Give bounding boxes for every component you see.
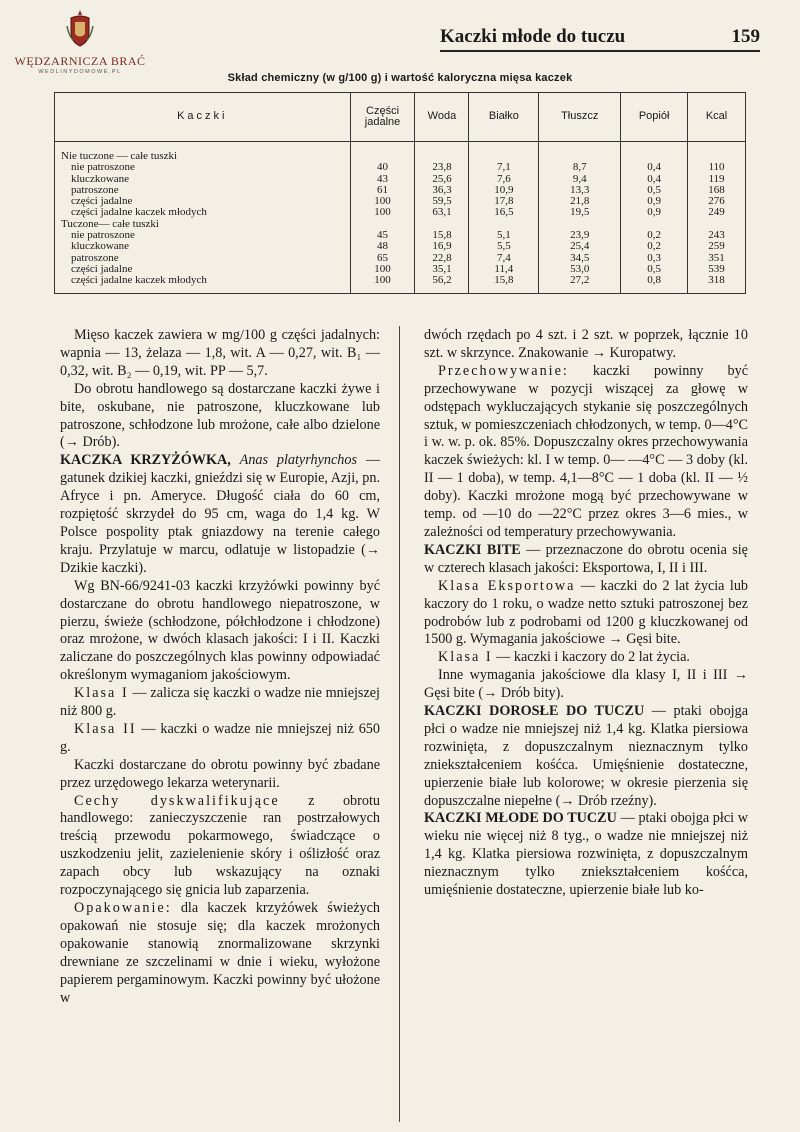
table-cell: 0,9 [621, 196, 688, 207]
table-cell: 23,8 [415, 162, 469, 173]
paragraph-klasa-2 [60, 721, 380, 757]
table-cell: 27,2 [539, 275, 621, 293]
table-cell [415, 142, 469, 163]
term-label: Klasa II [74, 720, 137, 737]
table-cell: 56,2 [415, 275, 469, 293]
row-label: Nie tuczone — całe tuszki [55, 142, 351, 163]
table-cell: 243 [688, 230, 746, 241]
table-cell: 15,8 [469, 275, 539, 293]
table-cell: 17,8 [469, 196, 539, 207]
paragraph-opakowanie [60, 900, 380, 1007]
paragraph-klasa-1 [424, 649, 748, 667]
term-label: Klasa I [438, 649, 493, 666]
row-label: części jadalne kaczek młodych [55, 207, 351, 218]
column-header: Części jadalne [350, 93, 415, 142]
entry-text: — przeznaczone do obrotu ocenia się w czterech klasach jakości: Eksportowa, I, II i III. [424, 541, 748, 576]
column-header: Kaczki [55, 93, 351, 142]
table-cell: 40 [350, 162, 415, 173]
running-header [440, 26, 760, 52]
entry-title: KACZKI MŁODE DO TUCZU [424, 810, 617, 827]
table-cell: 65 [350, 253, 415, 264]
table-cell: 25,6 [415, 174, 469, 185]
table-cell: 7,1 [469, 162, 539, 173]
table-row [55, 253, 746, 264]
row-label: części jadalne kaczek młodych [55, 275, 351, 293]
table-cell: 19,5 [539, 207, 621, 218]
table-row [55, 219, 746, 230]
term-label: Cechy dyskwalifikujące [74, 792, 280, 809]
table-cell: 25,4 [539, 241, 621, 252]
table-cell: 110 [688, 162, 746, 173]
table-cell: 259 [688, 241, 746, 252]
table-cell: 36,3 [415, 185, 469, 196]
entry-text: — ptaki obojga płci w wieku nie więcej niż 8 tyg., o wadze nie mniejszej niż 1,4 kg. Klatka piersiowa rozwinięta, z dopuszczalnym nieznacznym tylko zniekształceniem kośćca, umięśnienie dostateczne, upierzenie białe lub ko- [424, 810, 748, 899]
table-cell: 0,9 [621, 207, 688, 218]
term-text: dla kaczek krzyżówek świeżych opakowań nie stosuje się; dla kaczek mrożonych opakowanie stanowią znormalizowane skrzynki drewniane ze szczelinami w dnie i wieku, wyłożone papierem pergaminowym. Kaczki powinny być ułożone w [60, 900, 381, 1006]
table-cell: 119 [688, 174, 746, 185]
term-text: — kaczki o wadze nie mniejszej niż 650 g. [60, 720, 380, 755]
column-header: Kcal [688, 93, 746, 142]
term-label: Przechowywanie: [438, 362, 569, 379]
term-text: — kaczki i kaczory do 2 lat życia. [496, 649, 690, 666]
term-label: Klasa Eksportowa [438, 577, 576, 594]
table-row [55, 275, 746, 293]
row-label: kluczkowane [55, 174, 351, 185]
table-cell: 34,5 [539, 253, 621, 264]
publisher-logo [14, 8, 146, 75]
paragraph: dwóch rzędach po 4 szt. i 2 szt. w poprzek, łącznie 10 szt. w skrzynce. Znakowanie → Kuropatwy. [424, 327, 748, 361]
paragraph: Wg BN-66/9241-03 kaczki krzyżówki powinny być dostarczane do obrotu handlowego niepatroszone, w pierzu, świeże (schłodzone, półchłodzone i chłodzone) oraz mrożone, w dwóch klasach jakości: I i II. Kaczki zaliczane do poszczególnych klas powinny odpowiadać określonym wymaganiom jakościowym. [60, 577, 380, 684]
right-column [424, 327, 748, 900]
latin-name: Anas platyrhynchos [239, 452, 357, 469]
table-cell: 249 [688, 207, 746, 218]
term-text: — zalicza się kaczki o wadze nie mniejszej niż 800 g. [60, 685, 380, 720]
table-caption: Skład chemiczny (w g/100 g) i wartość kaloryczna mięsa kaczek [227, 72, 573, 84]
table-cell: 45 [350, 230, 415, 241]
table-header-row [55, 93, 746, 142]
table-cell [350, 142, 415, 163]
table-cell: 0,4 [621, 162, 688, 173]
logo-name: WĘDZARNICZA BRAĆ [14, 54, 146, 68]
running-title: Kaczki młode do tuczu [440, 26, 626, 47]
table-cell: 0,5 [621, 185, 688, 196]
table-cell [621, 142, 688, 163]
table-cell: 7,4 [469, 253, 539, 264]
table-cell: 351 [688, 253, 746, 264]
paragraph: Inne wymagania jakościowe dla klasy I, II i III → Gęsi bite (→ Drób bity). [424, 667, 748, 702]
table-cell: 16,9 [415, 241, 469, 252]
table-cell: 63,1 [415, 207, 469, 218]
column-divider [399, 326, 400, 1122]
table-row [55, 185, 746, 196]
term-label: Klasa I [74, 685, 129, 702]
paragraph: Kaczki dostarczane do obrotu powinny być zbadane przez urzędowego lekarza weterynarii. [60, 756, 380, 791]
column-header: Tłuszcz [539, 93, 621, 142]
table-cell [469, 142, 539, 163]
table-cell: 0,2 [621, 230, 688, 241]
table-cell: 5,1 [469, 230, 539, 241]
table-cell: 0,8 [621, 275, 688, 293]
table-row [55, 162, 746, 173]
table-cell: 10,9 [469, 185, 539, 196]
logo-url: WEDLINYDOMOWE.PL [38, 69, 122, 75]
table-cell: 318 [688, 275, 746, 293]
table-cell: 0,3 [621, 253, 688, 264]
table-cell: 23,9 [539, 230, 621, 241]
entry-title: KACZKI BITE [424, 541, 521, 558]
row-label: części jadalne [55, 264, 351, 275]
paragraph: Do obrotu handlowego są dostarczane kaczki żywe i bite, oskubane, nie patroszone, kluczkowane lub patroszone, schłodzone lub mrożone, całe albo dzielone (→ Drób). [60, 380, 380, 451]
coat-of-arms-icon [65, 8, 95, 48]
left-column [60, 327, 380, 1007]
table-cell: 21,8 [539, 196, 621, 207]
term-text: kaczki powinny być przechowywane w pozycji wiszącej za głowę w odstępach wykluczających stykanie się poszczególnych sztuk, w pomieszczeniach chłodzonych, w temp. 0—4°C i w. w. p. ok. 85%. Dopuszczalny okres przechowywania kaczek świeżych: kl. I w temp. 0— —4°C — 3 doby (kl. II — 1 doba), w temp. 4,1—8°C — 1 doba (kl. II — ½ doby). Kaczki mrożone mogą być przechowywane w temp. od —10 do —22°C przez okres 3—6 mies., w zależności od temperatury przechowywania. [424, 362, 748, 540]
table-cell: 100 [350, 196, 415, 207]
table-cell: 168 [688, 185, 746, 196]
column-header: Popiół [621, 93, 688, 142]
table-row [55, 174, 746, 185]
entry-text: — gatunek dzikiej kaczki, gnieździ się w Europie, Azji, pn. Afryce i pn. Ameryce. Długość ciała do 60 cm, rozpiętość skrzydeł do 95 cm, waga do 1,4 kg. W Polsce pospolity ptak gniazdowy na terenie całego kraju. Przylatuje w marcu, odlatuje w listopadzie (→ Dzikie kaczki). [60, 452, 380, 576]
table-cell: 7,6 [469, 174, 539, 185]
table-cell: 100 [350, 264, 415, 275]
table-cell: 539 [688, 264, 746, 275]
paragraph-klasa-1 [60, 685, 380, 721]
table-cell: 53,0 [539, 264, 621, 275]
table-body [55, 142, 746, 294]
entry-text: — ptaki obojga płci o wadze nie mniejszej niż 1,4 kg. Klatka piersiowa rozwinięta, z dopuszczalnym nieznacznym tylko zniekształceniem kośćca. Umięśnienie dostateczne, upierzenie białe lub kolorowe; w okresie pierzenia się dopuszczalne niepełne (→ Drób rzeźny). [424, 703, 749, 809]
table-cell: 0,5 [621, 264, 688, 275]
table-cell: 43 [350, 174, 415, 185]
table-cell: 59,5 [415, 196, 469, 207]
paragraph-przechowywanie [424, 363, 748, 542]
row-label: nie patroszone [55, 230, 351, 241]
row-label: nie patroszone [55, 162, 351, 173]
table-cell: 100 [350, 207, 415, 218]
table-cell: 11,4 [469, 264, 539, 275]
term-text: z obrotu handlowego: zanieczyszczenie ran postrzałowych treścią przewodu pokarmowego, świadczące o uszkodzeniu jelit, zazielenienie skóry i oślizłość oraz zapach obcy lub wskazujący na oznaki rozpoczynającego się gnicia lub zaparzenia. [60, 792, 380, 899]
table-row [55, 230, 746, 241]
table-cell: 13,3 [539, 185, 621, 196]
table-cell: 48 [350, 241, 415, 252]
paragraph: Mięso kaczek zawiera w mg/100 g części jadalnych: wapnia — 13, żelaza — 1,8, wit. A — 0,27, wit. B₁ — 0,32, wit. B₂ — 0,19, wit. PP — 5,7. [60, 327, 380, 379]
table-cell: 5,5 [469, 241, 539, 252]
row-label: Tuczone— całe tuszki [55, 219, 351, 230]
row-label: patroszone [55, 185, 351, 196]
table-row [55, 241, 746, 252]
row-label: patroszone [55, 253, 351, 264]
term-text: — kaczki do 2 lat życia lub kaczory do 1 roku, o wadze netto sztuki patroszonej bez podrobów lub z podrobami od 1200 g kluczkowanej od 1500 g. Wymagania jakościowe → Gęsi bite. [424, 577, 749, 648]
table-cell [688, 142, 746, 163]
table-cell: 16,5 [469, 207, 539, 218]
table-cell: 276 [688, 196, 746, 207]
row-label: kluczkowane [55, 241, 351, 252]
table-cell: 22,8 [415, 253, 469, 264]
paragraph-cechy [60, 793, 380, 900]
entry-title: KACZKI DOROSŁE DO TUCZU [424, 703, 645, 720]
table-cell: 8,7 [539, 162, 621, 173]
table-cell: 0,4 [621, 174, 688, 185]
entry-title: KACZKA KRZYŻÓWKA, [60, 452, 231, 469]
table-cell: 100 [350, 275, 415, 293]
table-row [55, 142, 746, 163]
paragraph-klasa-eksportowa [424, 578, 748, 650]
table-cell: 35,1 [415, 264, 469, 275]
table-cell: 0,2 [621, 241, 688, 252]
table-cell [539, 142, 621, 163]
row-label: części jadalne [55, 196, 351, 207]
table-cell: 9,4 [539, 174, 621, 185]
column-header: Białko [469, 93, 539, 142]
composition-table [54, 92, 746, 294]
table-cell: 15,8 [415, 230, 469, 241]
column-header: Woda [415, 93, 469, 142]
page-number: 159 [731, 26, 760, 47]
table-cell: 61 [350, 185, 415, 196]
term-label: Opakowanie: [74, 900, 172, 916]
